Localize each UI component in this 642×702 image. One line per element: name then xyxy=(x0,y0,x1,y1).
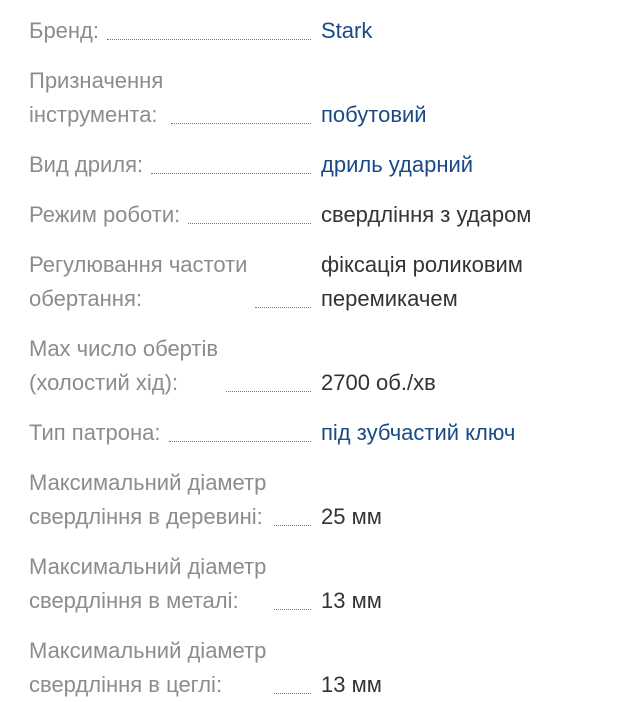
spec-value-link[interactable]: Stark xyxy=(321,18,373,43)
dotted-leader xyxy=(171,122,311,124)
spec-label: Максимальний діаметр свердління в деревині: xyxy=(29,470,267,529)
dotted-leader xyxy=(274,692,311,694)
spec-value: 13 мм xyxy=(321,672,382,697)
spec-row-max-diameter-metal xyxy=(0,550,642,618)
dotted-leader xyxy=(255,306,311,308)
dotted-leader xyxy=(169,440,312,442)
spec-label-cell xyxy=(29,416,311,450)
spec-label: Режим роботи: xyxy=(29,202,181,227)
spec-value: свердління з ударом xyxy=(321,202,532,227)
dotted-leader xyxy=(274,608,311,610)
spec-value-link[interactable]: побутовий xyxy=(321,102,427,127)
spec-value-link[interactable]: дриль ударний xyxy=(321,152,474,177)
spec-value: фіксація роликовим перемикачем xyxy=(321,252,523,311)
spec-label: Max число обертів (холостий хід): xyxy=(29,336,219,395)
spec-label-cell xyxy=(29,198,311,232)
spec-label: Вид дриля: xyxy=(29,152,144,177)
spec-value-link[interactable]: під зубчастий ключ xyxy=(321,420,516,445)
spec-label-cell xyxy=(29,466,311,534)
spec-label-cell xyxy=(29,248,311,316)
spec-value: 25 мм xyxy=(321,504,382,529)
spec-label: Призначення інструмента: xyxy=(29,68,164,127)
spec-row-drill-type xyxy=(0,148,642,182)
spec-row-brand xyxy=(0,14,642,48)
spec-label: Максимальний діаметр свердління в цеглі: xyxy=(29,638,267,697)
spec-label: Бренд: xyxy=(29,18,100,43)
spec-label: Регулювання частоти обертання: xyxy=(29,252,248,311)
dotted-leader xyxy=(151,172,311,174)
spec-label-cell xyxy=(29,634,311,702)
spec-label-cell xyxy=(29,148,311,182)
spec-row-max-rpm xyxy=(0,332,642,400)
spec-label-cell xyxy=(29,64,311,132)
spec-row-speed-control xyxy=(0,248,642,316)
spec-row-max-diameter-wood xyxy=(0,466,642,534)
dotted-leader xyxy=(226,390,311,392)
spec-value: 13 мм xyxy=(321,588,382,613)
spec-row-purpose xyxy=(0,64,642,132)
dotted-leader xyxy=(107,38,311,40)
dotted-leader xyxy=(188,222,311,224)
dotted-leader xyxy=(274,524,311,526)
spec-row-mode xyxy=(0,198,642,232)
spec-label-cell xyxy=(29,332,311,400)
spec-row-max-diameter-brick xyxy=(0,634,642,702)
spec-label-cell xyxy=(29,14,311,48)
spec-value: 2700 об./хв xyxy=(321,370,436,395)
spec-label: Тип патрона: xyxy=(29,420,161,445)
spec-label-cell xyxy=(29,550,311,618)
spec-label: Максимальний діаметр свердління в металі: xyxy=(29,554,267,613)
spec-row-chuck-type xyxy=(0,416,642,450)
